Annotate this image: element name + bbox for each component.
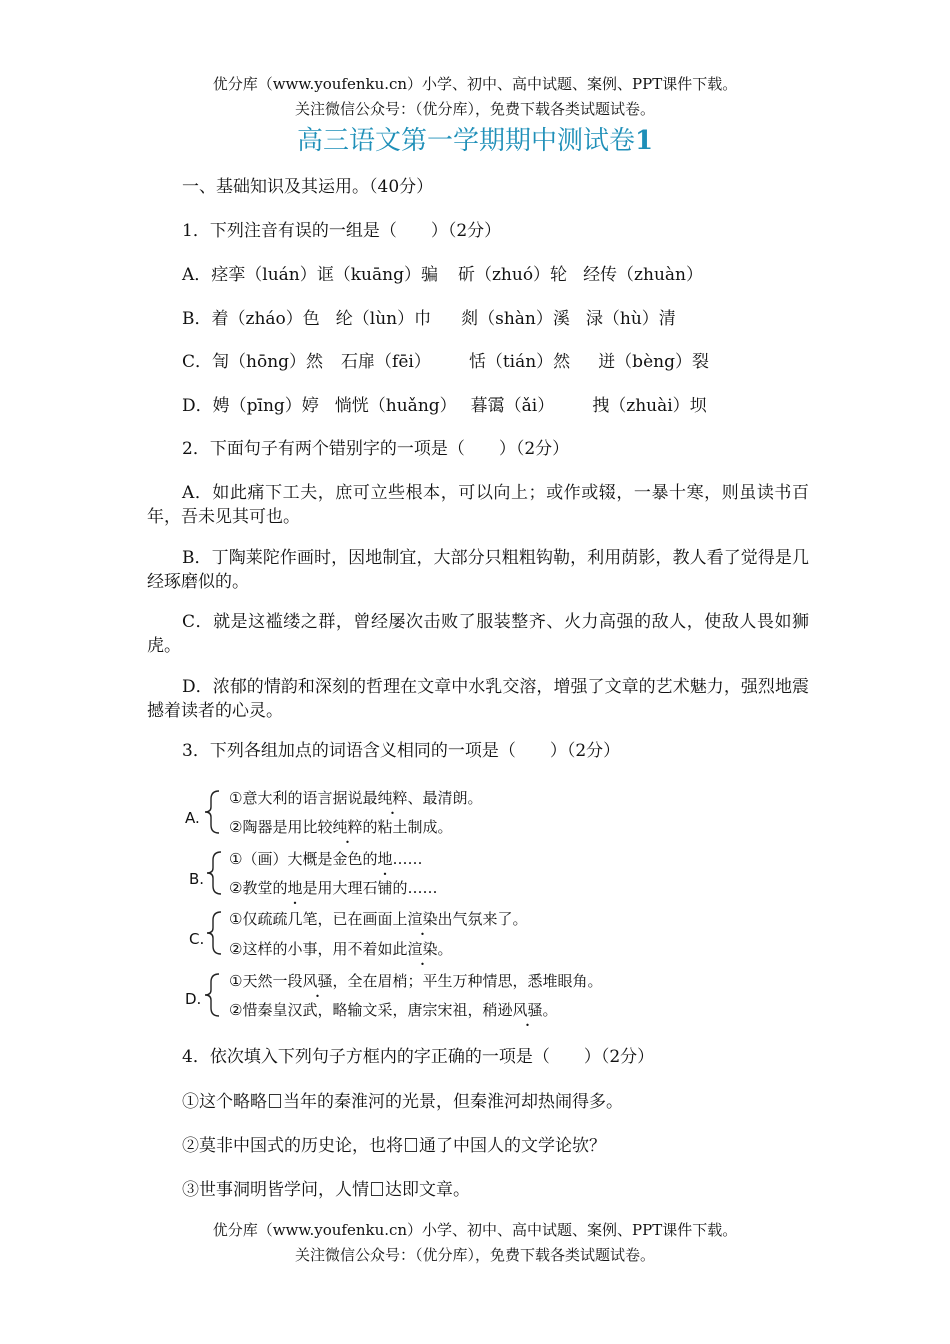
q2-option-c: C．就是这褴缕之群，曾经屡次击败了服装整齐、火力高强的敌人，使敌人畏如狮虎。 (147, 612, 809, 656)
q3-stem: 3．下列各组加点的词语含义相同的一项是（ ）（2分） (182, 741, 621, 761)
footer-line-2: 关注微信公众号：（优分库），免费下载各类试题试卷。 (294, 1246, 655, 1264)
q1-option-d: D．娉（pīng）婷 惝恍（huǎng） 暮霭（ǎi） 拽（zhuài）坝 (182, 396, 707, 416)
q2-option-b: B．丁陶莱陀作画时，因地制宜，大部分只粗粗钩勒，利用荫影，教人看了觉得是几经琢磨似的。 (147, 548, 809, 592)
brace-icon (205, 850, 227, 896)
q4-sentence-1: ①这个略略 当年的秦淮河的光景，但秦淮河却热闹得多。 (182, 1092, 623, 1112)
q1-option-b: B．着（zháo）色 纶（lùn）巾 剡（shàn）溪 渌（hù）清 (182, 309, 676, 329)
footer-line-1: 优分库（www.youfenku.cn）小学、初中、高中试题、案例、PPT课件下载。 (212, 1221, 738, 1239)
q2-option-a: A．如此痛下工夫，庶可立些根本，可以向上；或作或辍，一暴十寒，则虽读书百年，吾未见其可也。 (147, 483, 809, 527)
q4-sentence-3: ③世事洞明皆学问，人情 达即文章。 (182, 1180, 470, 1200)
brace-icon (205, 910, 227, 956)
blank-box (405, 1138, 417, 1152)
section-heading: 一、基础知识及其运用。（40分） (182, 177, 434, 197)
header-line-1: 优分库（www.youfenku.cn）小学、初中、高中试题、案例、PPT课件下载。 (212, 75, 738, 93)
q1-stem: 1．下列注音有误的一组是（ ）（2分） (182, 221, 502, 241)
q4-sentence-2: ②莫非中国式的历史论，也将 通了中国人的文学论欤？ (182, 1136, 606, 1156)
blank-box (269, 1094, 281, 1108)
q2-option-d: D．浓郁的情韵和深刻的哲理在文章中水乳交溶，增强了文章的艺术魅力，强烈地震撼着读者的心灵。 (147, 677, 809, 721)
page-title: 高三语文第一学期期中测试卷1 (296, 126, 654, 156)
brace-icon (203, 789, 225, 835)
q1-option-a: A．痉挛（luán）诓（kuāng）骗 斫（zhuó）轮 经传（zhuàn） (182, 265, 704, 285)
header-line-2: 关注微信公众号：（优分库），免费下载各类试题试卷。 (294, 100, 655, 118)
q4-stem: 4．依次填入下列句子方框内的字正确的一项是（ ）（2分） (182, 1047, 655, 1067)
blank-box (371, 1182, 383, 1196)
q1-option-c: C．訇（hōng）然 石扉（fēi） 恬（tián）然 迸（bèng）裂 (182, 352, 709, 372)
q2-stem: 2．下面句子有两个错别字的一项是（ ）（2分） (182, 439, 570, 459)
brace-icon (203, 972, 225, 1018)
